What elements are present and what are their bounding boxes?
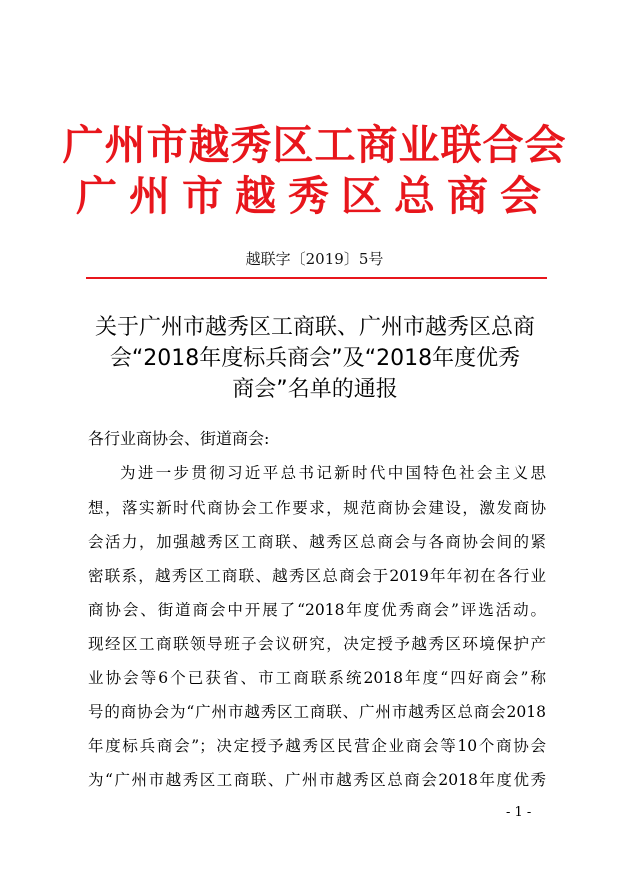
document-title xyxy=(70,312,560,405)
body-line-3: 会活力，加强越秀区工商联、越秀区总商会与各商协会间的紧 xyxy=(88,533,546,551)
body-line-6: 现经区工商联领导班子会议研究，决定授予越秀区环境保护产 xyxy=(88,635,546,653)
page-number: - 1 - xyxy=(506,805,532,820)
body-line-8: 号的商协会为“广州市越秀区工商联、广州市越秀区总商会2018 xyxy=(88,703,546,721)
body-line-1: 为进一步贯彻习近平总书记新时代中国特色社会主义思 xyxy=(120,464,546,482)
title-line-2: 会“2018年度标兵商会”及“2018年度优秀 xyxy=(109,346,521,371)
body-line-5: 商协会、街道商会中开展了“2018年度优秀商会”评选活动。 xyxy=(88,601,546,619)
body-line-10: 为“广州市越秀区工商联、广州市越秀区总商会2018年度优秀 xyxy=(88,771,546,789)
body-line-2: 想，落实新时代商协会工作要求，规范商协会建设，激发商协 xyxy=(88,499,546,517)
salutation: 各行业商协会、街道商会: xyxy=(88,429,270,448)
title-line-3: 商会”名单的通报 xyxy=(232,377,398,402)
document-number: 越联字〔2019〕5号 xyxy=(245,250,384,268)
issuer-name-1: 广州市越秀区工商业联合会 xyxy=(62,121,567,169)
red-divider xyxy=(86,277,547,279)
issuer-name-2: 广州市越秀区总商会 xyxy=(76,172,553,220)
title-line-1: 关于广州市越秀区工商联、广州市越秀区总商 xyxy=(94,315,535,340)
body-line-9: 年度标兵商会”；决定授予越秀区民营企业商会等10个商协会 xyxy=(88,737,546,755)
body-line-4: 密联系，越秀区工商联、越秀区总商会于2019年年初在各行业 xyxy=(88,567,546,585)
body-line-7: 业协会等6个已获省、市工商联系统2018年度“四好商会”称 xyxy=(88,669,546,687)
